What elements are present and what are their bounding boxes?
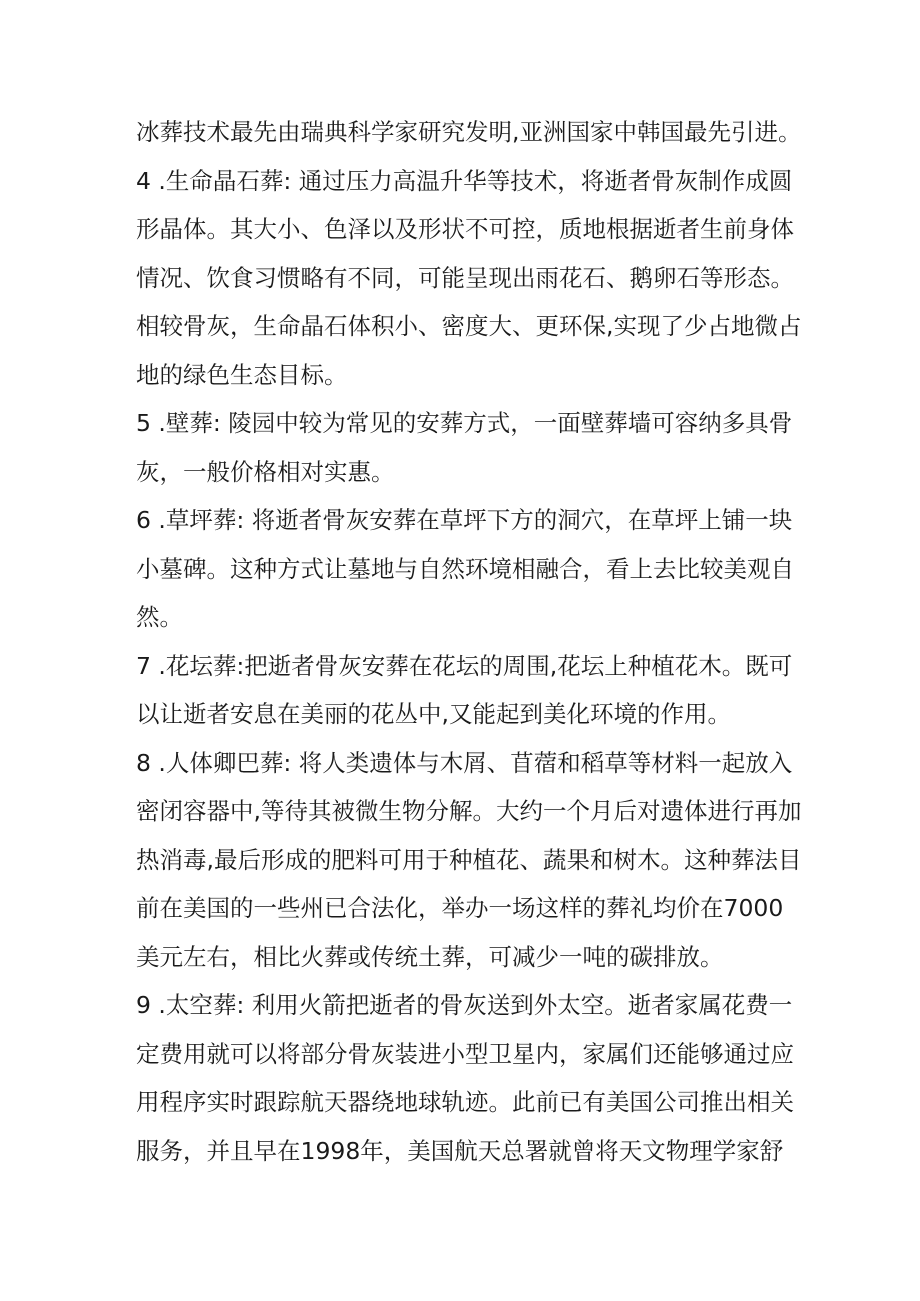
text-line: 服务，并且早在1998年，美国航天总署就曾将天文物理学家舒 (136, 1136, 784, 1165)
text-line: 7 .花坛葬:把逝者骨灰安葬在花坛的周围,花坛上种植花木。既可 (136, 651, 793, 680)
text-line: 情况、饮食习惯略有不同，可能呈现出雨花石、鹅卵石等形态。 (136, 263, 794, 292)
text-line: 相较骨灰，生命晶石体积小、密度大、更环保,实现了少占地微占 (136, 312, 802, 340)
text-line: 8 .人体卿巴葬: 将人类遗体与木屑、苜蓿和稻草等材料一起放入 (136, 748, 793, 777)
text-line: 热消毒,最后形成的肥料可用于种植花、蔬果和树木。这种葬法目 (136, 845, 802, 874)
text-line: 密闭容器中,等待其被微生物分解。大约一个月后对遗体进行再加 (136, 797, 802, 825)
document-body (136, 108, 802, 1175)
text-line: 6 .草坪葬: 将逝者骨灰安葬在草坪下方的洞穴，在草坪上铺一块 (136, 506, 793, 534)
text-line: 用程序实时跟踪航天器绕地球轨迹。此前已有美国公司推出相关 (136, 1088, 794, 1116)
text-line: 冰葬技术最先由瑞典科学家研究发明,亚洲国家中韩国最先引进。 (136, 118, 802, 146)
text-line: 地的绿色生态目标。 (136, 360, 348, 389)
text-line: 然。 (136, 603, 183, 631)
text-line: 小墓碑。这种方式让墓地与自然环境相融合，看上去比较美观自 (136, 554, 794, 583)
text-line: 9 .太空葬: 利用火箭把逝者的骨灰送到外太空。逝者家属花费一 (136, 991, 793, 1019)
text-line: 5 .壁葬: 陵园中较为常见的安葬方式，一面壁葬墙可容纳多具骨 (136, 409, 793, 437)
text-line: 4 .生命晶石葬: 通过压力高温升华等技术，将逝者骨灰制作成圆 (136, 166, 793, 195)
text-line: 前在美国的一些州已合法化，举办一场这样的葬礼均价在7000 (136, 894, 784, 922)
text-line: 定费用就可以将部分骨灰装进小型卫星内，家属们还能够通过应 (136, 1039, 794, 1068)
text-line: 美元左右，相比火葬或传统土葬，可减少一吨的碳排放。 (136, 942, 724, 971)
text-line: 灰，一般价格相对实惠。 (136, 457, 395, 486)
text-line: 以让逝者安息在美丽的花丛中,又能起到美化环境的作用。 (136, 700, 731, 728)
text-line: 形晶体。其大小、色泽以及形状不可控，质地根据逝者生前身体 (136, 215, 794, 243)
